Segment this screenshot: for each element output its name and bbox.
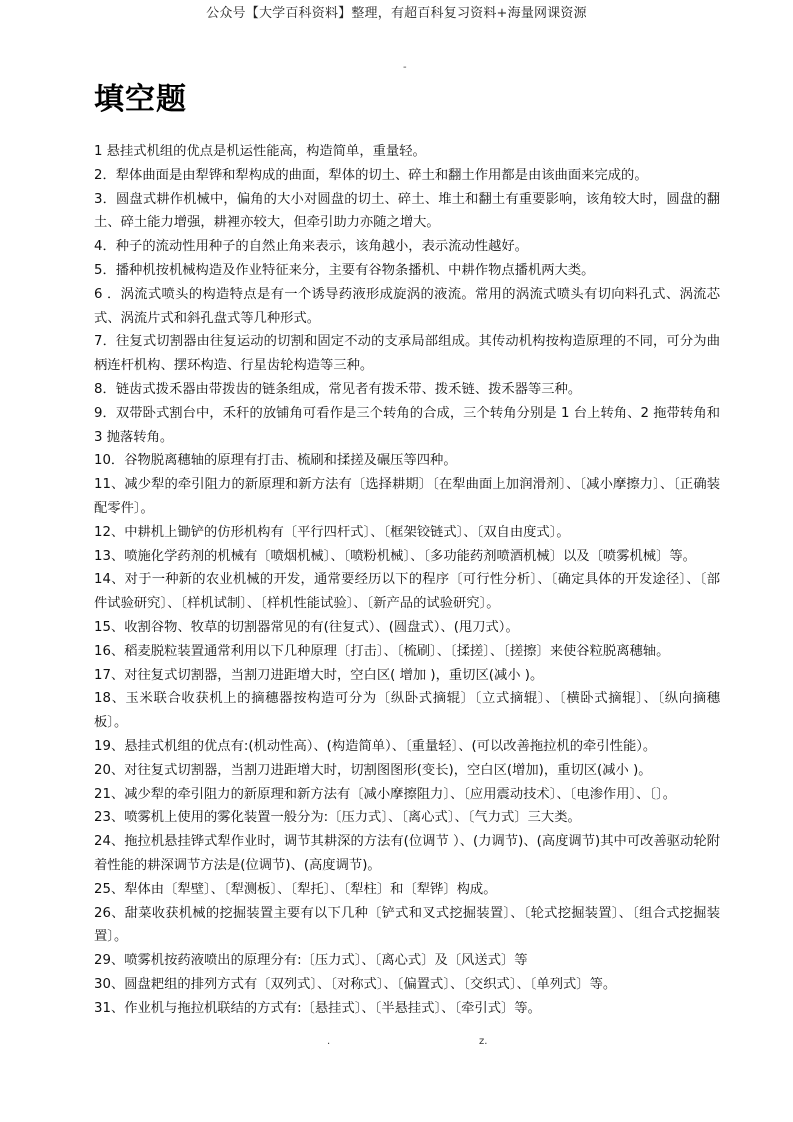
question-item: 17、对往复式切割器，当割刀进距增大时，空白区( 增加 )，重切区(减小 )。 [94, 667, 544, 683]
question-item: 1 悬挂式机组的优点是机运性能高，构造简单，重量轻。 [94, 144, 426, 159]
question-item: 16、稻麦脱粒装置通常利用以下几种原理〔打击〕、〔梳刷〕、〔揉搓〕、〔搓擦〕来使谷粒脱离穗轴。 [94, 643, 670, 659]
question-item: 23、喷雾机上使用的雾化装置一般分为:〔压力式〕、〔离心式〕、〔气力式〕三大类。 [94, 810, 581, 826]
question-item: 15、收割谷物、牧草的切割器常见的有(往复式）、(圆盘式）、(甩刀式）。 [94, 619, 519, 635]
question-item: 4．种子的流动性用种子的自然止角来表示，该角越小，表示流动性越好。 [94, 239, 528, 255]
question-item: 2．犁体曲面是由犁铧和犁构成的曲面，犁体的切土、碎土和翻土作用都是由该曲面来完成的。 [94, 167, 648, 183]
question-item: 6 ．涡流式喷头的构造特点是有一个诱导药液形成旋涡的液流。常用的涡流式喷头有切向料孔式、涡流芯式、涡流片式和斜孔盘式等几种形式。 [94, 286, 720, 326]
question-item: 24、拖拉机悬挂铧式犁作业时，调节其耕深的方法有(位调节 ）、(力调节)、(高度调节)其中可改善驱动轮附着性能的耕深调节方法是(位调节)、(高度调节)。 [94, 834, 720, 873]
question-item: 26、甜菜收获机械的挖掘装置主要有以下几种〔铲式和叉式挖掘装置〕、〔轮式挖掘装置〕、〔组合式挖掘装置〕。 [94, 905, 720, 945]
question-item: 5．播种机按机械构造及作业特征来分，主要有谷物条播机、中耕作物点播机两大类。 [94, 262, 595, 278]
question-item: 7．往复式切割器由往复运动的切割和固定不动的支承局部组成。其传动机构按构造原理的不同，可分为曲柄连杆机构、摆环构造、行星齿轮构造等三种。 [94, 334, 720, 374]
question-item: 30、圆盘耙组的排列方式有〔双列式〕、〔对称式〕、〔偏置式〕、〔交织式〕、〔单列式〕等。 [94, 976, 617, 992]
question-item: 13、喷施化学药剂的机械有〔喷烟机械〕、〔喷粉机械〕、〔多功能药剂喷酒机械〕以及〔喷雾机械〕等。 [94, 548, 696, 564]
question-item: 25、犁体由〔犁壁〕、〔犁测板〕、〔犁托〕、〔犁柱〕和〔犁铧〕构成。 [94, 881, 497, 897]
question-item: 8．链齿式拨禾器由带拨齿的链条组成，常见者有拨禾带、拨禾链、拨禾器等三种。 [94, 381, 582, 397]
question-item: 12、中耕机上锄铲的仿形机构有〔平行四杆式〕、〔框架铰链式〕、〔双自由度式〕。 [94, 524, 570, 540]
question-item: 9．双带卧式割台中，禾秆的放铺角可看作是三个转角的合成，三个转角分别是 1 台上转角、2 拖带转角和 3 抛落转角。 [94, 405, 720, 445]
question-item: 19、悬挂式机组的优点有:(机动性高）、(构造简单）、〔重量轻〕、(可以改善拖拉机的牵引性能）。 [94, 738, 657, 754]
question-item: 3．圆盘式耕作机械中，偏角的大小对圆盘的切土、碎土、堆土和翻土有重要影响，该角较大时，圆盘的翻土、碎土能力增强，耕裡亦较大，但牵引助力亦随之增大。 [94, 191, 720, 231]
page-header: 公众号【大学百科资料】整理，有超百科复习资料+海量网课资源 [206, 6, 587, 21]
question-item: 31、作业机与拖拉机联结的方式有:〔悬挂式〕、〔半悬挂式〕、〔牵引式〕等。 [94, 1000, 541, 1016]
footer-mark-left: . [327, 1036, 331, 1047]
page-title: 填空题 [94, 82, 187, 117]
top-mark: - [403, 62, 407, 73]
question-item: 10．谷物脱离穗轴的原理有打击、梳刷和揉搓及碾压等四种。 [94, 453, 457, 469]
question-item: 20、对往复式切割器，当割刀进距增大时，切割图图形(变长)，空白区(增加)，重切区(减小 )。 [94, 762, 652, 778]
question-item: 11、减少犁的牵引阻力的新原理和新方法有〔选择耕期〕〔在犁曲面上加润滑剂〕、〔减小摩擦力〕、〔正确装配零件〕。 [94, 477, 720, 516]
question-item: 29、喷雾机按药液喷出的原理分有:〔压力式〕、〔离心式〕及〔风送式〕等 [94, 953, 528, 969]
question-list [94, 140, 720, 1020]
question-item: 18、玉米联合收获机上的摘穗器按构造可分为〔纵卧式摘辊〕〔立式摘辊〕、〔横卧式摘辊〕、〔纵向摘穗板〕。 [94, 691, 720, 731]
footer-mark-right: z. [479, 1036, 488, 1047]
question-item: 21、减少犁的牵引阻力的新原理和新方法有〔减小摩擦阻力〕、〔应用震动技术〕、〔电渗作用〕、〔〕。 [94, 786, 677, 802]
question-item: 14、对于一种新的农业机械的开发，通常要经历以下的程序〔可行性分析〕、〔确定具体的开发途径〕、〔部件试验研究〕、〔样机试制〕、〔样机性能试验〕、〔新产品的试验研究〕。 [94, 572, 720, 612]
